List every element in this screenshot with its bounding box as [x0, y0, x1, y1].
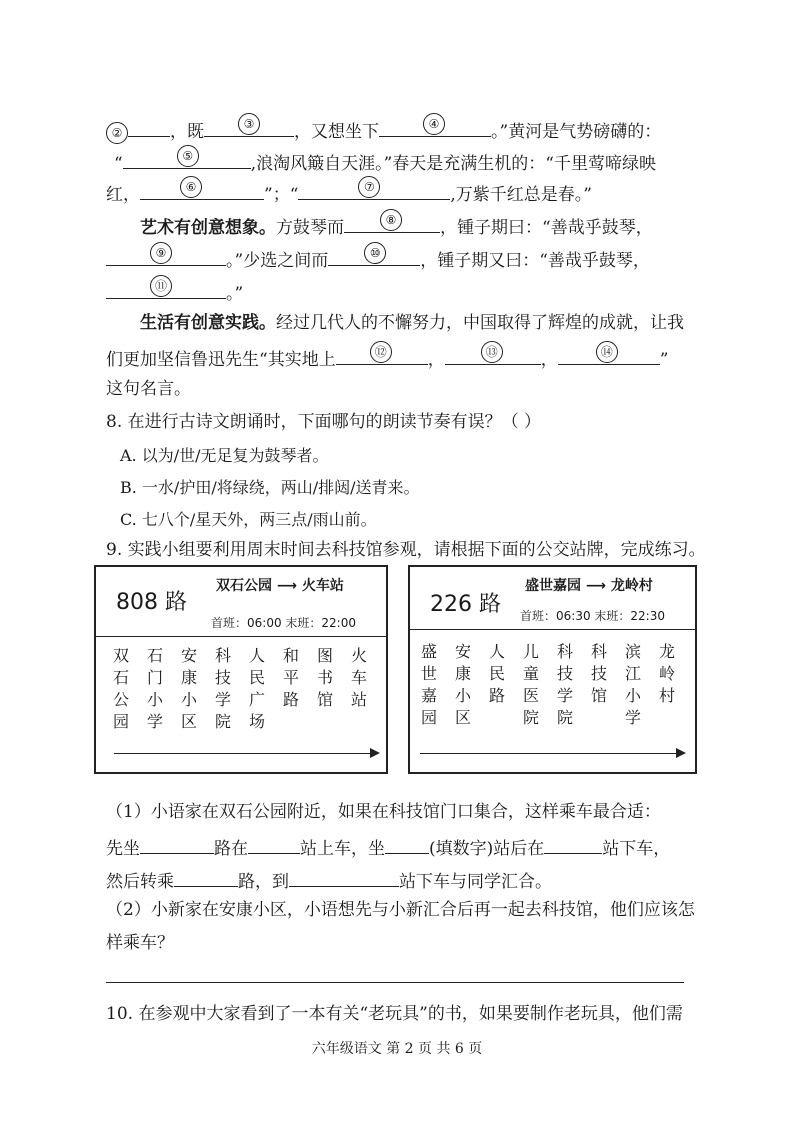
bus-stop: [274, 645, 308, 733]
stop-char: 学: [624, 708, 641, 727]
blank-number: ⑫: [370, 341, 392, 363]
answer-blank[interactable]: [123, 148, 251, 169]
stop-char: 学: [556, 686, 573, 705]
bus-stop: [446, 641, 480, 729]
poem-line-1: ② ，既 ③ ，又想坐下 ④ 。”黄河是气势磅礴的：: [106, 116, 714, 144]
bus-stop: [342, 645, 376, 733]
stop-char: 路: [282, 690, 299, 709]
stop-char: 平: [282, 668, 299, 687]
stop-char: 技: [590, 664, 607, 683]
stop-char: 学: [214, 690, 231, 709]
stop-char: 小: [146, 690, 163, 709]
blank-number: ②: [106, 122, 128, 144]
question-10: 10. 在参观中大家看到了一本有关“老玩具”的书，如果要制作老玩具，他们需: [106, 1004, 683, 1024]
answer-blank[interactable]: [558, 344, 660, 365]
stop-char: 学: [146, 712, 163, 731]
stop-char: 小: [624, 686, 641, 705]
stop-char: 公: [112, 690, 129, 709]
answer-blank[interactable]: [298, 179, 450, 200]
route-number: 226 路: [430, 592, 501, 617]
stop-char: 康: [180, 668, 197, 687]
stop-char: 石: [112, 668, 129, 687]
arrow-right-icon: [676, 748, 686, 758]
stop-char: 技: [214, 668, 231, 687]
blank-number: ⑥: [180, 176, 202, 198]
arrow-right-icon: [370, 748, 380, 758]
stop-char: 安: [454, 642, 471, 661]
sign-divider: [96, 636, 386, 637]
stop-char: 小: [180, 690, 197, 709]
stop-char: 科: [556, 642, 573, 661]
answer-blank[interactable]: [336, 344, 428, 365]
stop-char: 医: [522, 686, 539, 705]
stop-list: [104, 645, 376, 733]
poem-line-4: 艺术有创意想象。方鼓琴而 ⑧ ，锺子期曰：“善哉乎鼓琴，: [106, 212, 714, 240]
stop-char: 童: [522, 664, 539, 683]
stop-char: 世: [420, 664, 437, 683]
stop-char: 人: [248, 646, 265, 665]
question-8: 8. 在进行古诗文朗诵时，下面哪句的朗读节奏有误？（ ）: [106, 412, 542, 432]
stop-char: 馆: [316, 690, 333, 709]
answer-blank[interactable]: [445, 344, 541, 365]
blank-number: ⑨: [150, 242, 172, 264]
direction-arrow-line: [114, 753, 372, 754]
stop-char: 书: [316, 668, 333, 687]
answer-blank[interactable]: [544, 833, 602, 854]
sign-divider: [410, 629, 695, 630]
answer-blank[interactable]: [106, 245, 226, 266]
poem-line-3: 红， ⑥ ”；“ ⑦ ,万紫千红总是春。”: [106, 179, 714, 207]
direction-arrow-line: [420, 753, 678, 754]
stop-char: 区: [454, 708, 471, 727]
answer-blank[interactable]: [128, 116, 170, 137]
option-b: B. 一水/护田/将绿绕，两山/排闼/送青来。: [120, 478, 420, 497]
sub-question-1-line-2: 先坐 路在 站上车，坐 (填数字)站后在 站下车，: [106, 833, 670, 861]
bus-stop: [480, 641, 514, 729]
blank-number: ⑬: [481, 341, 503, 363]
stop-char: 安: [180, 646, 197, 665]
answer-blank[interactable]: [344, 212, 440, 233]
stop-char: 车: [350, 668, 367, 687]
bus-stop: [650, 641, 684, 729]
question-9: 9. 实践小组要利用周末时间去科技馆参观，请根据下面的公交站牌，完成练习。: [106, 540, 706, 560]
stop-char: 康: [454, 664, 471, 683]
answer-line[interactable]: [106, 982, 684, 983]
bus-stop: [138, 645, 172, 733]
blank-number: ⑦: [358, 176, 380, 198]
sub-question-2-line-2: 样乘车？: [106, 933, 174, 953]
stop-char: 院: [556, 708, 573, 727]
poem-line-8: 们更加坚信鲁迅先生“其实地上 ⑫ ， ⑬ ， ⑭ ”: [106, 344, 714, 372]
blank-number: ⑩: [364, 242, 386, 264]
poem-line-7: 生活有创意实践。经过几代人的不懈努力，中国取得了辉煌的成就，让我: [140, 313, 684, 333]
sub-question-1-line-3: 然后转乘 路，到 站下车与同学汇合。: [106, 866, 552, 894]
stop-char: 站: [350, 690, 367, 709]
answer-blank[interactable]: [328, 245, 420, 266]
stop-char: 儿: [522, 642, 539, 661]
option-a: A. 以为/世/无足复为鼓琴者。: [120, 446, 329, 465]
bus-stop: [206, 645, 240, 733]
answer-blank[interactable]: [204, 116, 294, 137]
bus-stop: [412, 641, 446, 729]
route-number: 808 路: [116, 590, 187, 615]
bus-stop: [616, 641, 650, 729]
stop-char: 场: [248, 712, 265, 731]
blank-number: ⑧: [380, 209, 402, 231]
stop-char: 火: [350, 646, 367, 665]
stop-char: 龙: [658, 642, 675, 661]
stop-char: 馆: [590, 686, 607, 705]
stop-char: 民: [248, 668, 265, 687]
service-times: 首班：06:30 末班：22:30: [520, 609, 665, 623]
stop-char: 民: [488, 664, 505, 683]
page-footer: 六年级语文 第 2 页 共 6 页: [311, 1041, 483, 1057]
bus-sign-226: [408, 565, 697, 774]
stop-char: 人: [488, 642, 505, 661]
bus-sign-808: [94, 565, 388, 774]
poem-line-5: ⑨ 。”少选之间而 ⑩ ，锺子期又曰：“善哉乎鼓琴，: [106, 245, 714, 273]
stop-char: 江: [624, 664, 641, 683]
stop-char: 岭: [658, 664, 675, 683]
stop-char: 园: [112, 712, 129, 731]
stop-char: 院: [522, 708, 539, 727]
blank-number: ⑤: [177, 145, 199, 167]
poem-line-6: ⑪ 。”: [106, 278, 714, 306]
stop-char: 石: [146, 646, 163, 665]
stop-char: 盛: [420, 642, 437, 661]
stop-char: 园: [420, 708, 437, 727]
blank-number: ⑭: [596, 341, 618, 363]
stop-char: 技: [556, 664, 573, 683]
stop-char: 村: [658, 686, 675, 705]
bus-stop: [308, 645, 342, 733]
stop-char: 路: [488, 686, 505, 705]
stop-char: 院: [214, 712, 231, 731]
answer-blank[interactable]: [140, 179, 264, 200]
answer-blank[interactable]: [174, 866, 238, 887]
stop-char: 广: [248, 690, 265, 709]
answer-blank[interactable]: [248, 833, 300, 854]
stop-char: 滨: [624, 642, 641, 661]
sub-question-2: （2）小新家在安康小区，小语想先与小新汇合后再一起去科技馆，他们应该怎: [106, 900, 695, 920]
blank-number: ④: [423, 113, 445, 135]
bus-stop: [240, 645, 274, 733]
bus-stop: [582, 641, 616, 729]
bus-stop: [104, 645, 138, 733]
answer-blank[interactable]: [106, 278, 226, 299]
bus-stop: [172, 645, 206, 733]
stop-char: 图: [316, 646, 333, 665]
bus-stop: [548, 641, 582, 729]
route-direction: 双石公园 ⟶ 火车站: [216, 578, 344, 594]
sub-question-1: （1）小语家在双石公园附近，如果在科技馆门口集合，这样乘车最合适：: [106, 802, 661, 822]
stop-char: 嘉: [420, 686, 437, 705]
route-direction: 盛世嘉园 ⟶ 龙岭村: [525, 578, 653, 594]
stop-char: 小: [454, 686, 471, 705]
stop-char: 双: [112, 646, 129, 665]
stop-char: 和: [282, 646, 299, 665]
stop-char: 门: [146, 668, 163, 687]
stop-char: 科: [590, 642, 607, 661]
stop-list: [412, 641, 684, 729]
service-times: 首班：06:00 末班：22:00: [211, 616, 356, 630]
answer-blank[interactable]: [140, 833, 214, 854]
answer-blank[interactable]: [385, 833, 429, 854]
stop-char: 科: [214, 646, 231, 665]
bus-stop: [514, 641, 548, 729]
poem-line-2: “ ⑤ ,浪淘风簸自天涯。”春天是充满生机的：“千里莺啼绿映: [106, 148, 714, 176]
option-c: C. 七八个/星天外，两三点/雨山前。: [120, 510, 377, 529]
blank-number: ⑪: [150, 275, 172, 297]
answer-blank[interactable]: [289, 866, 399, 887]
blank-number: ③: [238, 113, 260, 135]
poem-line-9: 这句名言。: [106, 379, 191, 399]
answer-blank[interactable]: [379, 116, 491, 137]
stop-char: 区: [180, 712, 197, 731]
